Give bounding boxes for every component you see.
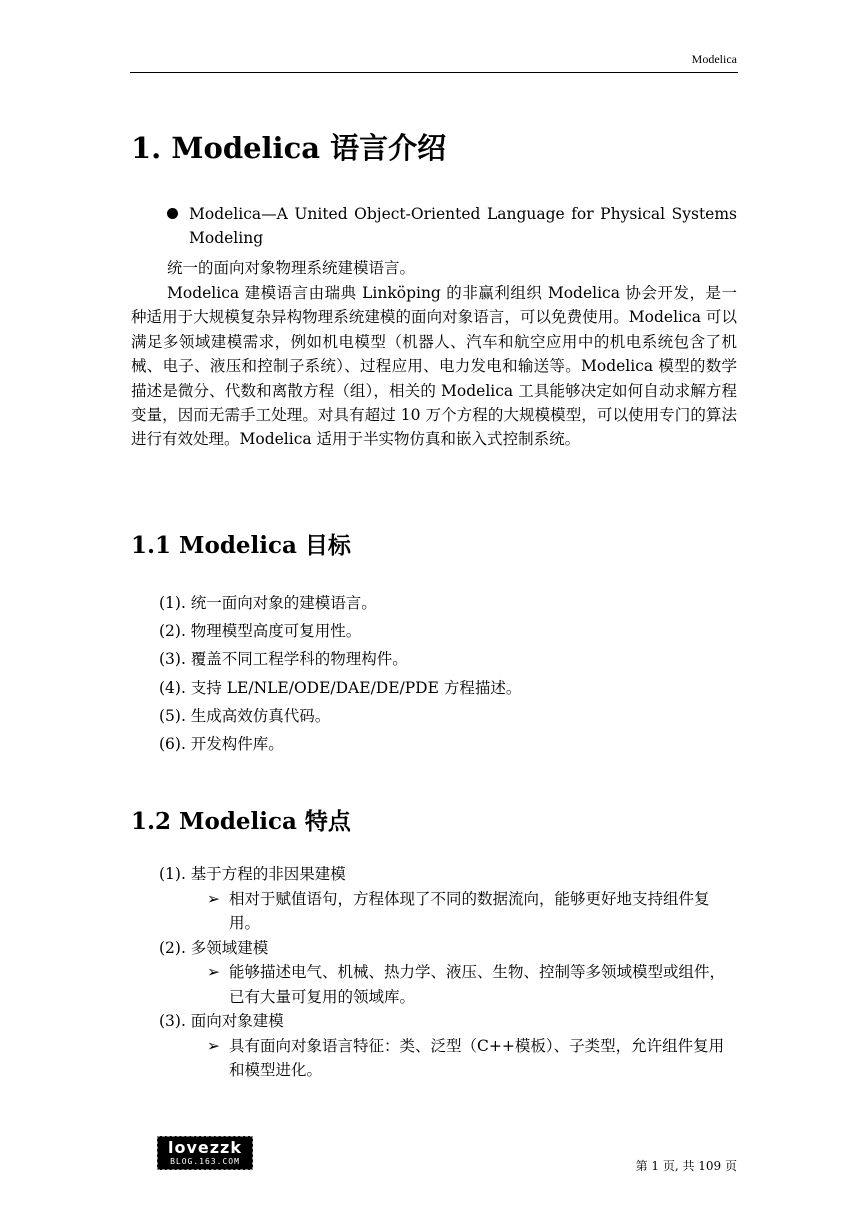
bullet-text-line2: Modeling xyxy=(189,229,264,247)
header-rule xyxy=(130,72,738,73)
bullet-text-line1: Modelica—A United Object-Oriented Language for Physical Systems xyxy=(189,205,737,223)
list-item: (4). 支持 LE/NLE/ODE/DAE/DE/PDE 方程描述。 xyxy=(159,678,522,697)
list-item: (1). 统一面向对象的建模语言。 xyxy=(159,594,377,612)
features-list xyxy=(159,862,737,1083)
blog-watermark-logo xyxy=(157,1136,253,1170)
bullet-dot-icon xyxy=(167,208,178,219)
intro-subtitle: 统一的面向对象物理系统建模语言。 xyxy=(167,259,416,277)
section-heading-goals: 1.1 Modelica 目标 xyxy=(131,532,351,559)
feature-detail xyxy=(207,1034,737,1083)
logo-text: lovezzk xyxy=(167,1138,243,1157)
feature-detail-text: 具有面向对象语言特征：类、泛型（C++模板）、子类型，允许组件复用和模型进化。 xyxy=(229,1036,725,1079)
list-item: (2). 物理模型高度可复用性。 xyxy=(159,622,362,641)
running-header: Modelica xyxy=(691,52,737,66)
feature-detail-text: 相对于赋值语句，方程体现了不同的数据流向，能够更好地支持组件复用。 xyxy=(229,889,710,932)
arrow-bullet-icon: ➢ xyxy=(207,889,220,908)
goals-list xyxy=(159,589,521,758)
feature-label: (1). 基于方程的非因果建模 xyxy=(159,865,346,883)
feature-detail-text: 能够描述电气、机械、热力学、液压、生物、控制等多领域模型或组件，已有大量可复用的领域库。 xyxy=(229,963,726,1006)
feature-label: (2). 多领域建模 xyxy=(159,938,269,957)
section-heading-features: 1.2 Modelica 特点 xyxy=(131,808,351,835)
feature-label: (3). 面向对象建模 xyxy=(159,1012,284,1030)
list-item: (5). 生成高效仿真代码。 xyxy=(159,706,331,725)
list-item: (3). 覆盖不同工程学科的物理构件。 xyxy=(159,650,408,669)
logo-subtext: BLOG.163.COM xyxy=(170,1157,240,1166)
intro-paragraph: Modelica 建模语言由瑞典 Linköping 的非赢利组织 Modelica 协会开发，是一种适用于大规模复杂异构物理系统建模的面向对象语言，可以免费使用。Modelica 可以满足多领域建模需求，例如机电模型（机器人、汽车和航空应用中的机电系统包含了机械、电子、液压和控制子系统）、过程应用、电力发电和输送等。Modelica 模型的数学描述是微分、代数和离散方程（组），相关的 Modelica 工具能够决定如何自动求解方程变量，因而无需手工处理。对具有超过 10 万个方程的大规模模型，可以使用专门的算法进行有效处理。Modelica 适用于半实物仿真和嵌入式控制系统。 xyxy=(131,284,737,449)
arrow-bullet-icon: ➢ xyxy=(207,1036,220,1055)
feature-detail xyxy=(207,887,737,936)
page-number: 第 1 页, 共 109 页 xyxy=(635,1159,737,1173)
feature-detail xyxy=(207,960,737,1009)
chapter-title: 1. Modelica 语言介绍 xyxy=(131,131,447,165)
list-item: (6). 开发构件库。 xyxy=(159,735,284,754)
intro-bullet xyxy=(167,202,737,250)
arrow-bullet-icon: ➢ xyxy=(207,963,220,981)
